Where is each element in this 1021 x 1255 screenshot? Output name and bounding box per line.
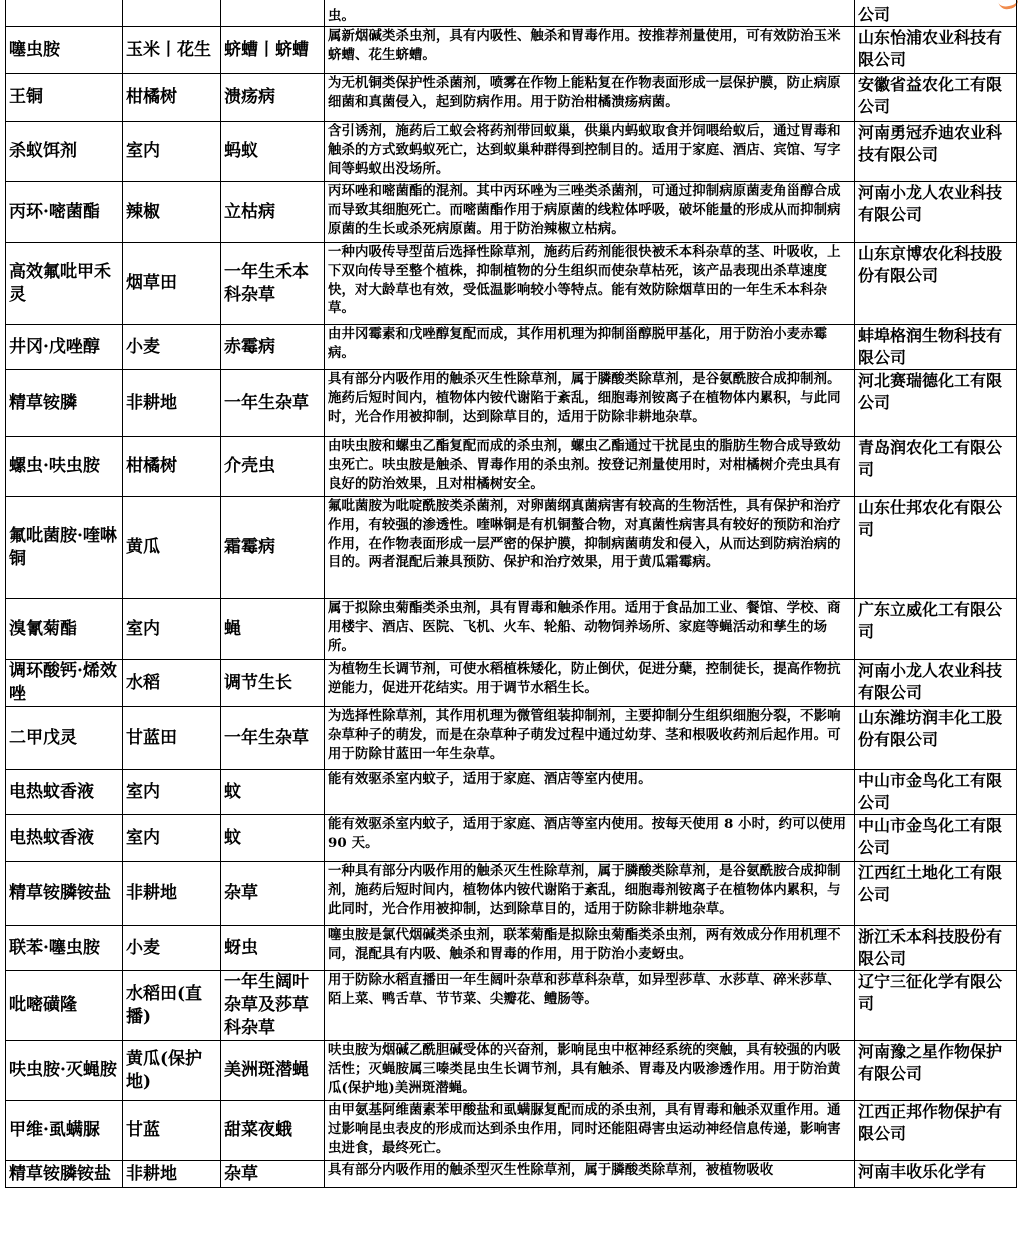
- table-row: [6, 27, 1017, 74]
- company-cell: 河南小龙人农业科技有限公司: [855, 182, 1017, 243]
- product-name-cell: 精草铵膦铵盐: [6, 1161, 123, 1188]
- description-cell: 为无机铜类保护性杀菌剂，喷雾在作物上能粘复在作物表面形成一层保护膜，防止病原细菌和真菌侵入，起到防病作用。用于防治柑橘溃疡病菌。: [325, 74, 855, 122]
- company-cell: 河南丰收乐化学有: [855, 1161, 1017, 1188]
- description-cell: 属新烟碱类杀虫剂，具有内吸性、触杀和胃毒作用。按推荐剂量使用，可有效防治玉米蛴螬、花生蛴螬。: [325, 27, 855, 74]
- crop-cell: 室内: [123, 599, 221, 660]
- product-name-cell: 溴氰菊酯: [6, 599, 123, 660]
- company-cell: 河南小龙人农业科技有限公司: [855, 660, 1017, 707]
- company-cell: 河南勇冠乔迪农业科技有限公司: [855, 122, 1017, 182]
- table-row: [6, 370, 1017, 437]
- company-cell: 河南豫之星作物保护有限公司: [855, 1041, 1017, 1101]
- crop-cell: 甘蓝: [123, 1101, 221, 1161]
- crop-cell: [123, 0, 221, 27]
- company-cell: 江西正邦作物保护有限公司: [855, 1101, 1017, 1161]
- pesticide-registration-table: [5, 0, 1017, 1188]
- company-cell: 江西红土地化工有限公司: [855, 862, 1017, 926]
- description-cell: 丙环唑和嘧菌酯的混剂。其中丙环唑为三唑类杀菌剂，可通过抑制病原菌麦角甾醇合成而导致其细胞死亡。而嘧菌酯作用于病原菌的线粒体呼吸，破坏能量的形成从而抑制病原菌的生长或杀死病原菌。用于防治辣椒立枯病。: [325, 182, 855, 243]
- crop-cell: 黄瓜(保护地): [123, 1041, 221, 1101]
- product-name-cell: 精草铵膦: [6, 370, 123, 437]
- table-row: [6, 497, 1017, 599]
- product-name-cell: 呋虫胺·灭蝇胺: [6, 1041, 123, 1101]
- company-cell: 河北赛瑞德化工有限公司: [855, 370, 1017, 437]
- crop-cell: 水稻: [123, 660, 221, 707]
- crop-cell: 非耕地: [123, 1161, 221, 1188]
- company-cell: 山东潍坊润丰化工股份有限公司: [855, 707, 1017, 770]
- target-cell: 杂草: [221, 1161, 325, 1188]
- target-cell: 美洲斑潜蝇: [221, 1041, 325, 1101]
- target-cell: 一年生杂草: [221, 370, 325, 437]
- description-cell: 属于拟除虫菊酯类杀虫剂，具有胃毒和触杀作用。适用于食品加工业、餐馆、学校、商用楼宇、酒店、医院、飞机、火车、轮船、动物饲养场所、家庭等蝇活动和孳生的场所。: [325, 599, 855, 660]
- description-cell: 由井冈霉素和戊唑醇复配而成，其作用机理为抑制甾醇脱甲基化，用于防治小麦赤霉病。: [325, 325, 855, 370]
- company-cell: 浙江禾本科技股份有限公司: [855, 926, 1017, 971]
- product-name-cell: 高效氟吡甲禾灵: [6, 243, 123, 325]
- company-cell: 山东怡浦农业科技有限公司: [855, 27, 1017, 74]
- table-body: [6, 0, 1017, 1188]
- product-name-cell: 噻虫胺: [6, 27, 123, 74]
- target-cell: 蝇: [221, 599, 325, 660]
- table-row: [6, 325, 1017, 370]
- product-name-cell: 二甲戊灵: [6, 707, 123, 770]
- company-cell: 中山市金鸟化工有限公司: [855, 770, 1017, 815]
- table-row: [6, 243, 1017, 325]
- table-row: [6, 122, 1017, 182]
- target-cell: 一年生禾本科杂草: [221, 243, 325, 325]
- product-name-cell: 吡嘧磺隆: [6, 971, 123, 1041]
- target-cell: 蚂蚁: [221, 122, 325, 182]
- crop-cell: 玉米丨花生: [123, 27, 221, 74]
- table-row: [6, 926, 1017, 971]
- table-row: [6, 74, 1017, 122]
- product-name-cell: 精草铵膦铵盐: [6, 862, 123, 926]
- target-cell: 溃疡病: [221, 74, 325, 122]
- table-row: [6, 862, 1017, 926]
- crop-cell: 水稻田(直播): [123, 971, 221, 1041]
- product-name-cell: 杀蚁饵剂: [6, 122, 123, 182]
- company-cell: 山东仕邦农化有限公司: [855, 497, 1017, 599]
- company-cell: 公司: [855, 0, 1017, 27]
- company-cell: 蚌埠格润生物科技有限公司: [855, 325, 1017, 370]
- crop-cell: 甘蓝田: [123, 707, 221, 770]
- target-cell: 立枯病: [221, 182, 325, 243]
- product-name-cell: 丙环·嘧菌酯: [6, 182, 123, 243]
- product-name-cell: 氟吡菌胺·喹啉铜: [6, 497, 123, 599]
- crop-cell: 非耕地: [123, 370, 221, 437]
- product-name-cell: 电热蚊香液: [6, 770, 123, 815]
- company-cell: 安徽省益农化工有限公司: [855, 74, 1017, 122]
- target-cell: 赤霉病: [221, 325, 325, 370]
- crop-cell: 小麦: [123, 926, 221, 971]
- product-name-cell: 螺虫·呋虫胺: [6, 437, 123, 497]
- target-cell: 一年生阔叶杂草及莎草科杂草: [221, 971, 325, 1041]
- company-cell: 广东立威化工有限公司: [855, 599, 1017, 660]
- description-cell: 含引诱剂，施药后工蚁会将药剂带回蚁巢，供巢内蚂蚁取食并饲喂给蚁后，通过胃毒和触杀的方式致蚂蚁死亡，达到蚁巢种群得到控制目的。适用于家庭、酒店、宾馆、写字间等蚂蚁出没场所。: [325, 122, 855, 182]
- target-cell: 杂草: [221, 862, 325, 926]
- crop-cell: 柑橘树: [123, 437, 221, 497]
- description-cell: 噻虫胺是氯代烟碱类杀虫剂，联苯菊酯是拟除虫菊酯类杀虫剂，两有效成分作用机理不同，混配具有内吸、触杀和胃毒的作用，用于防治小麦蚜虫。: [325, 926, 855, 971]
- description-cell: 虫。: [325, 0, 855, 27]
- description-cell: 呋虫胺为烟碱乙酰胆碱受体的兴奋剂，影响昆虫中枢神经系统的突触，具有较强的内吸活性；灭蝇胺属三嗪类昆虫生长调节剂，具有触杀、胃毒及内吸渗透作用。用于防治黄瓜(保护地)美洲斑潜蝇。: [325, 1041, 855, 1101]
- crop-cell: 室内: [123, 122, 221, 182]
- table-row: [6, 971, 1017, 1041]
- description-cell: 用于防除水稻直播田一年生阔叶杂草和莎草科杂草，如异型莎草、水莎草、碎米莎草、陌上菜、鸭舌草、节节菜、尖瓣花、鳢肠等。: [325, 971, 855, 1041]
- table-row: [6, 1161, 1017, 1188]
- crop-cell: 室内: [123, 815, 221, 862]
- target-cell: 蛴螬丨蛴螬: [221, 27, 325, 74]
- product-name-cell: [6, 0, 123, 27]
- company-cell: 青岛润农化工有限公司: [855, 437, 1017, 497]
- product-name-cell: 甲维·虱螨脲: [6, 1101, 123, 1161]
- company-cell: 辽宁三征化学有限公司: [855, 971, 1017, 1041]
- description-cell: 具有部分内吸作用的触杀灭生性除草剂，属于膦酸类除草剂，是谷氨酰胺合成抑制剂。施药后短时间内，植物体内铵代谢陷于紊乱，细胞毒剂铵离子在植物体内累积，与此同时，光合作用被抑制，达到除草目的，适用于防除非耕地杂草。: [325, 370, 855, 437]
- product-name-cell: 电热蚊香液: [6, 815, 123, 862]
- target-cell: 蚊: [221, 815, 325, 862]
- table-row: [6, 599, 1017, 660]
- target-cell: 一年生杂草: [221, 707, 325, 770]
- target-cell: 甜菜夜蛾: [221, 1101, 325, 1161]
- table-row: [6, 770, 1017, 815]
- crop-cell: 辣椒: [123, 182, 221, 243]
- crop-cell: 黄瓜: [123, 497, 221, 599]
- table-row: [6, 182, 1017, 243]
- description-cell: 由呋虫胺和螺虫乙酯复配而成的杀虫剂，螺虫乙酯通过干扰昆虫的脂肪生物合成导致幼虫死亡。呋虫胺是触杀、胃毒作用的杀虫剂。按登记剂量使用时，对柑橘树介壳虫具有良好的防治效果，且对柑橘树安全。: [325, 437, 855, 497]
- description-cell: 为选择性除草剂，其作用机理为微管组装抑制剂，主要抑制分生组织细胞分裂，不影响杂草种子的萌发，而是在杂草种子萌发过程中通过幼芽、茎和根吸收药剂后起作用。可用于防除甘蓝田一年生杂草。: [325, 707, 855, 770]
- description-cell: 由甲氨基阿维菌素苯甲酸盐和虱螨脲复配而成的杀虫剂，具有胃毒和触杀双重作用。通过影响昆虫表皮的形成而达到杀虫作用，同时还能阻碍害虫运动神经信息传递，影响害虫进食，最终死亡。: [325, 1101, 855, 1161]
- product-name-cell: 联苯·噻虫胺: [6, 926, 123, 971]
- description-cell: 为植物生长调节剂，可使水稻植株矮化，防止倒伏，促进分蘖，控制徒长，提高作物抗逆能力，促进开花结实。用于调节水稻生长。: [325, 660, 855, 707]
- target-cell: 霜霉病: [221, 497, 325, 599]
- target-cell: [221, 0, 325, 27]
- table-row: [6, 707, 1017, 770]
- crop-cell: 烟草田: [123, 243, 221, 325]
- description-cell: 能有效驱杀室内蚊子，适用于家庭、酒店等室内使用。按每天使用 8 小时，约可以使用 90 天。: [325, 815, 855, 862]
- company-cell: 中山市金鸟化工有限公司: [855, 815, 1017, 862]
- table-row: [6, 815, 1017, 862]
- product-name-cell: 调环酸钙·烯效唑: [6, 660, 123, 707]
- description-cell: 具有部分内吸作用的触杀型灭生性除草剂，属于膦酸类除草剂，被植物吸收: [325, 1161, 855, 1188]
- table-row: [6, 437, 1017, 497]
- table-row: [6, 660, 1017, 707]
- product-name-cell: 井冈·戊唑醇: [6, 325, 123, 370]
- company-cell: 山东京博农化科技股份有限公司: [855, 243, 1017, 325]
- crop-cell: 小麦: [123, 325, 221, 370]
- crop-cell: 室内: [123, 770, 221, 815]
- description-cell: 一种内吸传导型苗后选择性除草剂，施药后药剂能很快被禾本科杂草的茎、叶吸收，上下双向传导至整个植株，抑制植物的分生组织而使杂草枯死，该产品表现出杀草速度快，对大龄草也有效，受低温影响较小等特点。能有效防除烟草田的一年生禾本科杂草。: [325, 243, 855, 325]
- target-cell: 蚜虫: [221, 926, 325, 971]
- description-cell: 一种具有部分内吸作用的触杀灭生性除草剂，属于膦酸类除草剂，是谷氨酰胺合成抑制剂，施药后短时间内，植物体内铵代谢陷于紊乱，细胞毒剂铵离子在植物体内累积，与此同时，光合作用被抑制，达到除草目的，适用于防除非耕地杂草。: [325, 862, 855, 926]
- description-cell: 能有效驱杀室内蚊子，适用于家庭、酒店等室内使用。: [325, 770, 855, 815]
- product-name-cell: 王铜: [6, 74, 123, 122]
- target-cell: 介壳虫: [221, 437, 325, 497]
- target-cell: 调节生长: [221, 660, 325, 707]
- table-row: [6, 1041, 1017, 1101]
- target-cell: 蚊: [221, 770, 325, 815]
- table-row: [6, 1101, 1017, 1161]
- description-cell: 氟吡菌胺为吡啶酰胺类杀菌剂，对卵菌纲真菌病害有较高的生物活性，具有保护和治疗作用，有较强的渗透性。喹啉铜是有机铜螯合物，对真菌性病害具有较好的预防和治疗作用，在作物表面形成一层严密的保护膜，抑制病菌萌发和侵入，从而达到防病治病的目的。两者混配后兼具预防、保护和治疗效果，用于黄瓜霜霉病。: [325, 497, 855, 599]
- crop-cell: 非耕地: [123, 862, 221, 926]
- crop-cell: 柑橘树: [123, 74, 221, 122]
- table-row-partial: [6, 0, 1017, 27]
